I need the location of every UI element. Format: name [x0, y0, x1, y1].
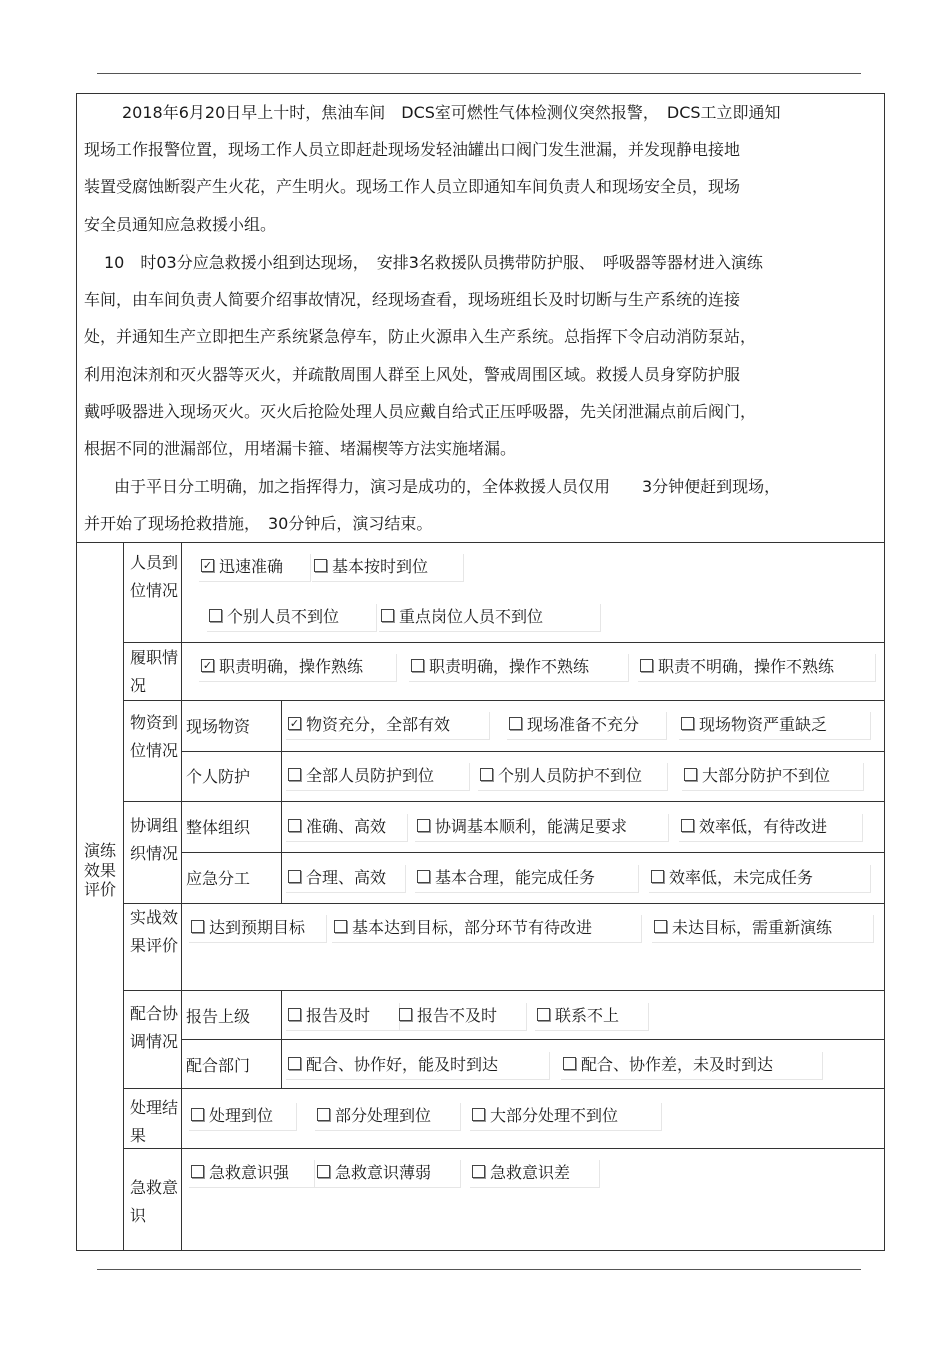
row-divider — [123, 700, 884, 701]
option-label: 报告不及时 — [417, 1006, 498, 1025]
option-checkbox[interactable] — [315, 1103, 461, 1131]
checkbox-icon: ✓ — [202, 559, 213, 572]
option-checkbox[interactable] — [199, 654, 397, 682]
option-checkbox[interactable] — [189, 1160, 315, 1188]
sublabel-onsite-materials: 现场物资 — [186, 717, 251, 736]
option-label: 协调基本顺利，能满足要求 — [435, 817, 628, 836]
option-label: 部分处理到位 — [335, 1106, 432, 1125]
option-checkbox[interactable] — [189, 915, 327, 943]
option-checkbox[interactable] — [682, 763, 864, 791]
checkbox-icon — [317, 1165, 330, 1178]
option-label: 职责不明确，操作不熟练 — [658, 657, 835, 676]
option-checkbox[interactable] — [286, 1003, 400, 1031]
checkbox-icon — [288, 870, 301, 883]
option-label: 急救意识薄弱 — [335, 1163, 432, 1182]
option-checkbox[interactable] — [199, 554, 311, 582]
checkbox-icon — [399, 1008, 412, 1021]
narrative-line: 根据不同的泄漏部位，用堵漏卡箍、堵漏楔等方法实施堵漏。 — [84, 439, 517, 458]
checkbox-icon — [191, 920, 204, 933]
narrative-line: 并开始了现场抢救措施， 30分钟后，演习结束。 — [84, 514, 433, 533]
narrative-line: 安全员通知应急救援小组。 — [84, 215, 277, 234]
option-checkbox[interactable] — [286, 814, 408, 842]
option-label: 效率低，未完成任务 — [669, 868, 814, 887]
option-checkbox[interactable] — [397, 1003, 527, 1031]
checkbox-icon — [681, 717, 694, 730]
category-coordination: 协调组织情况 — [130, 816, 179, 863]
checkbox-icon — [472, 1108, 485, 1121]
checkbox-icon — [288, 768, 301, 781]
option-label: 个别人员不到位 — [227, 607, 340, 626]
checkbox-icon — [209, 609, 222, 622]
category-cooperation: 配合协调情况 — [130, 1004, 179, 1051]
checkbox-icon — [417, 870, 430, 883]
narrative-line: 车间，由车间负责人简要介绍事故情况，经现场查看，现场班组长及时切断与生产系统的连接 — [84, 290, 741, 309]
option-label: 职责明确，操作不熟练 — [429, 657, 590, 676]
option-label: 基本合理，能完成任务 — [435, 868, 596, 887]
option-checkbox[interactable] — [409, 654, 629, 682]
category-handling-result: 处理结果 — [130, 1098, 179, 1145]
option-checkbox[interactable] — [286, 712, 490, 740]
narrative-line: 装置受腐蚀断裂产生火花，产生明火。现场工作人员立即通知车间负责人和现场安全员，现场 — [84, 177, 741, 196]
row-divider — [77, 542, 884, 543]
row-divider — [123, 990, 884, 991]
checkbox-icon: ✓ — [202, 659, 213, 672]
column-divider — [123, 542, 124, 1250]
option-checkbox[interactable] — [312, 554, 464, 582]
sublabel-report-superior: 报告上级 — [186, 1007, 251, 1026]
row-divider — [123, 801, 884, 802]
checkbox-icon — [480, 768, 493, 781]
checkbox-icon — [191, 1108, 204, 1121]
sublabel-overall-organization: 整体组织 — [186, 818, 251, 837]
drill-narrative — [77, 94, 883, 542]
option-label: 配合、协作好，能及时到达 — [306, 1055, 499, 1074]
checkbox-icon — [288, 1008, 301, 1021]
row-divider — [181, 751, 884, 752]
checkbox-icon — [563, 1057, 576, 1070]
category-combat-effect: 实战效果评价 — [130, 908, 179, 955]
checkbox-icon — [654, 920, 667, 933]
option-label: 准确、高效 — [306, 817, 387, 836]
option-label: 基本按时到位 — [332, 557, 429, 576]
option-checkbox[interactable] — [478, 763, 668, 791]
option-checkbox[interactable] — [561, 1052, 823, 1080]
option-label: 配合、协作差，未及时到达 — [581, 1055, 774, 1074]
checkbox-icon: ✓ — [289, 717, 300, 730]
option-checkbox[interactable] — [535, 1003, 649, 1031]
checkbox-icon — [537, 1008, 550, 1021]
checkbox-icon — [381, 609, 394, 622]
checkbox-icon — [640, 659, 653, 672]
option-label: 基本达到目标，部分环节有待改进 — [352, 918, 593, 937]
option-label: 全部人员防护到位 — [306, 766, 435, 785]
narrative-line: 现场工作报警位置，现场工作人员立即赶赴现场发轻油罐出口阀门发生泄漏，并发现静电接地 — [84, 140, 741, 159]
checkbox-icon — [191, 1165, 204, 1178]
drill-record-table — [76, 93, 885, 1251]
option-label: 效率低，有待改进 — [699, 817, 828, 836]
option-checkbox[interactable] — [470, 1160, 600, 1188]
option-label: 处理到位 — [209, 1106, 274, 1125]
sublabel-cooperating-departments: 配合部门 — [186, 1056, 251, 1075]
option-checkbox[interactable] — [652, 915, 874, 943]
option-label: 合理、高效 — [306, 868, 387, 887]
option-checkbox[interactable] — [638, 654, 876, 682]
narrative-line: 处，并通知生产立即把生产系统紧急停车，防止火源串入生产系统。总指挥下令启动消防泵站， — [84, 327, 757, 346]
option-label: 重点岗位人员不到位 — [399, 607, 544, 626]
sublabel-personal-protection: 个人防护 — [186, 767, 251, 786]
checkbox-icon — [651, 870, 664, 883]
option-checkbox[interactable] — [415, 814, 669, 842]
checkbox-icon — [411, 659, 424, 672]
option-checkbox[interactable] — [379, 604, 601, 632]
option-checkbox[interactable] — [332, 915, 642, 943]
option-checkbox[interactable] — [470, 1103, 662, 1131]
option-checkbox[interactable] — [189, 1103, 297, 1131]
checkbox-icon — [317, 1108, 330, 1121]
option-label: 个别人员防护不到位 — [498, 766, 643, 785]
option-label: 大部分防护不到位 — [702, 766, 831, 785]
sublabel-emergency-division: 应急分工 — [186, 869, 251, 888]
top-rule — [97, 73, 861, 74]
checkbox-icon — [684, 768, 697, 781]
option-label: 迅速准确 — [219, 557, 284, 576]
option-checkbox[interactable] — [286, 865, 406, 893]
category-materials: 物资到位情况 — [130, 713, 179, 760]
bottom-rule — [97, 1269, 861, 1270]
checkbox-icon — [288, 1057, 301, 1070]
option-checkbox[interactable] — [286, 1052, 550, 1080]
narrative-line: 戴呼吸器进入现场灭火。灭火后抢险处理人员应戴自给式正压呼吸器，先关闭泄漏点前后阀门， — [84, 402, 757, 421]
option-checkbox[interactable] — [315, 1160, 461, 1188]
option-label: 物资充分，全部有效 — [306, 715, 451, 734]
option-label: 大部分处理不到位 — [490, 1106, 619, 1125]
checkbox-icon — [509, 717, 522, 730]
option-label: 报告及时 — [306, 1006, 371, 1025]
category-first-aid-awareness: 急救意识 — [130, 1178, 179, 1225]
option-label: 现场物资严重缺乏 — [699, 715, 828, 734]
category-personnel: 人员到位情况 — [130, 553, 179, 600]
option-checkbox[interactable] — [415, 865, 639, 893]
option-label: 急救意识差 — [490, 1163, 571, 1182]
option-checkbox[interactable] — [679, 712, 871, 740]
option-label: 现场准备不充分 — [527, 715, 640, 734]
narrative-line: 2018年6月20日早上十时，焦油车间 DCS室可燃性气体检测仪突然报警， DCS工立即通知 — [122, 103, 781, 122]
option-checkbox[interactable] — [207, 604, 377, 632]
option-label: 急救意识强 — [209, 1163, 290, 1182]
row-divider — [181, 1039, 884, 1040]
option-label: 达到预期目标 — [209, 918, 306, 937]
row-divider — [123, 1088, 884, 1089]
option-checkbox[interactable] — [649, 865, 871, 893]
option-label: 职责明确，操作熟练 — [219, 657, 364, 676]
checkbox-icon — [417, 819, 430, 832]
category-duty: 履职情况 — [130, 648, 179, 695]
checkbox-icon — [681, 819, 694, 832]
narrative-line: 由于平日分工明确，加之指挥得力，演习是成功的，全体救援人员仅用 3分钟便赶到现场， — [114, 477, 781, 496]
row-divider — [123, 642, 884, 643]
option-checkbox[interactable] — [507, 712, 667, 740]
option-checkbox[interactable] — [286, 763, 470, 791]
narrative-line: 利用泡沫剂和灭火器等灭火，并疏散周围人群至上风处，警戒周围区域。救援人员身穿防护服 — [84, 365, 741, 384]
evaluation-section-label: 演练效果评价 — [83, 841, 116, 899]
row-divider — [181, 852, 884, 853]
option-checkbox[interactable] — [679, 814, 863, 842]
row-divider — [123, 1148, 884, 1149]
checkbox-icon — [314, 559, 327, 572]
option-label: 联系不上 — [555, 1006, 620, 1025]
checkbox-icon — [472, 1165, 485, 1178]
option-label: 未达目标，需重新演练 — [672, 918, 833, 937]
checkbox-icon — [334, 920, 347, 933]
checkbox-icon — [288, 819, 301, 832]
narrative-line: 10 时03分应急救援小组到达现场， 安排3名救援队员携带防护服、 呼吸器等器材进入演练 — [104, 253, 763, 272]
row-divider — [123, 903, 884, 904]
